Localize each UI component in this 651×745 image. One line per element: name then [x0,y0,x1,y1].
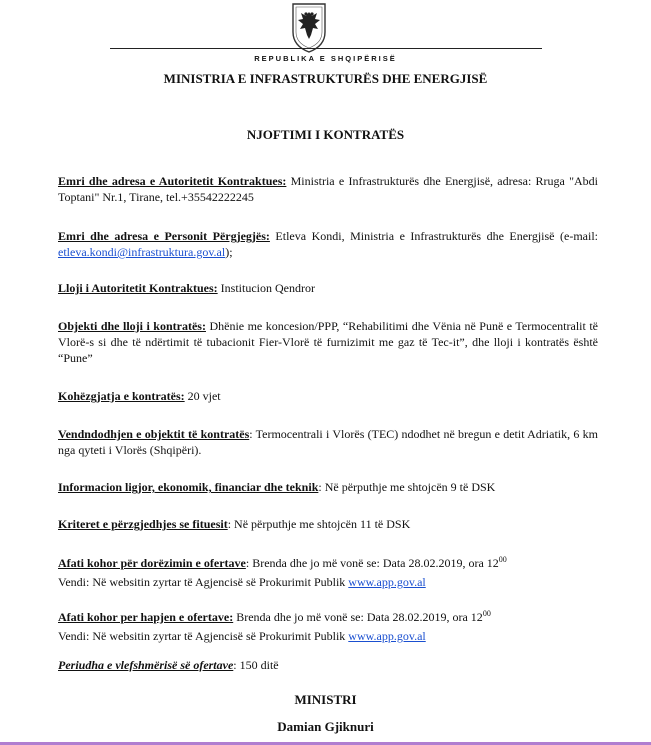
section-validity [58,657,598,673]
section-text: : Brenda dhe jo më vonë se: Data 28.02.2019, ora 12 [245,556,499,570]
section-text: Dhënie me koncesion/PPP, “Rehabilitimi dhe Vënia në Punë e Termocentralit të Vlorë-s si dhe të ndërtimit të tubacionit Fier-Vlorë të furnizimit me gaz të Tec-it”, dhe lloji i kontratës është “Pune” [58,319,598,365]
section-object [58,318,598,366]
section-location [58,426,598,458]
section-label: Emri dhe adresa e Personit Përgjegjës: [58,229,270,243]
section-label: Kriteret e përzgjedhjes se fituesit [58,517,228,531]
time-superscript: 00 [482,609,491,618]
website-link[interactable]: www.app.gov.al [348,629,426,643]
section-label: Periudha e vlefshmërisë së ofertave [58,658,234,672]
section-duration [58,388,598,404]
time-superscript: 00 [498,555,507,564]
section-text: Brenda dhe jo më vonë se: Data 28.02.2019, ora 12 [233,610,483,624]
albanian-eagle-emblem-icon [289,2,329,54]
section-text: 20 vjet [184,389,221,403]
venue-text: Vendi: Në websitin zyrtar të Agjencisë së Prokurimit Publik [58,575,349,589]
section-text: : Në përputhje me shtojcën 11 të DSK [227,517,411,531]
section-label: Kohëzgjatja e kontratës: [58,389,185,403]
section-label: Informacion ligjor, ekonomik, financiar dhe teknik [58,480,319,494]
section-text: Etleva Kondi, Ministria e Infrastrukturës dhe Energjisë (e-mail: [269,229,598,243]
section-text: : Në përputhje me shtojcën 9 të DSK [318,480,496,494]
ministry-name: MINISTRIA E INFRASTRUKTURËS DHE ENERGJISË [163,71,488,86]
document-title: NJOFTIMI I KONTRATËS [246,127,405,142]
section-label: Lloji i Autoritetit Kontraktues: [58,281,218,295]
section-label: Afati kohor për dorëzimin e ofertave [58,556,246,570]
signoff-role: MINISTRI [294,692,357,707]
section-text-end: ); [225,245,233,259]
section-label: Emri dhe adresa e Autoritetit Kontraktues: [58,174,287,188]
header-divider [110,48,542,49]
section-criteria [58,516,598,532]
website-link[interactable]: www.app.gov.al [348,575,426,589]
section-label: Afati kohor per hapjen e ofertave: [58,610,234,624]
section-person [58,228,598,260]
section-text: : Termocentrali i Vlorës (TEC) ndodhet në bregun e detit Adriatik, 6 km nga qyteti i Vlorës (Shqipëri). [58,427,598,457]
section-label: Objekti dhe lloji i kontratës: [58,319,206,333]
republic-name: REPUBLIKA E SHQIPËRISË [254,54,397,63]
section-deadline-submission [58,554,598,592]
section-authority-type [58,280,598,296]
section-text: Ministria e Infrastrukturës dhe Energjisë, adresa: Rruga "Abdi Toptani" Nr.1, Tirane, tel.+35542222245 [58,174,599,204]
section-authority [58,173,598,205]
section-info [58,479,598,495]
email-link[interactable]: etleva.kondi@infrastruktura.gov.al [58,245,226,259]
section-text: : 150 ditë [233,658,279,672]
signoff-name: Damian Gjiknuri [277,719,374,734]
venue-text: Vendi: Në websitin zyrtar të Agjencisë së Prokurimit Publik [58,629,349,643]
section-deadline-opening [58,608,598,646]
section-label: Vendndodhjen e objektit të kontratës [58,427,250,441]
section-text: Institucion Qendror [217,281,315,295]
